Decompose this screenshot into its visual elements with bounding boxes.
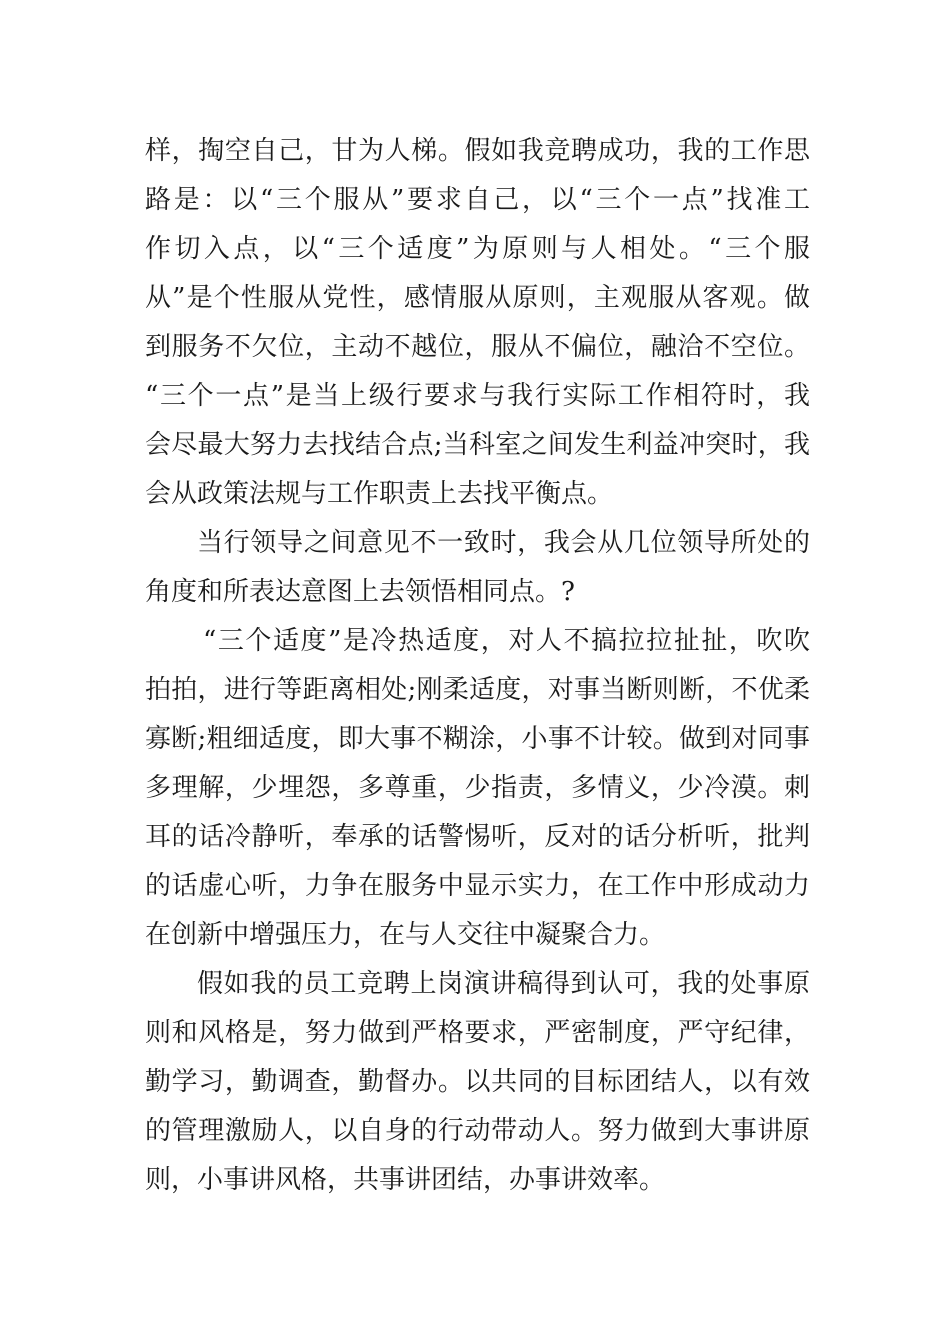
text-line: 角度和所表达意图上去领悟相同点。?: [145, 577, 575, 607]
text-line: 拍拍，进行等距离相处;刚柔适度，对事当断则断，不优柔: [145, 675, 810, 705]
text-line: 在创新中增强压力，在与人交往中凝聚合力。: [145, 920, 666, 950]
text-line: 从”是个性服从党性，感情服从原则，主观服从客观。做: [145, 283, 810, 313]
document-body: [145, 127, 810, 1205]
text-line: 勤学习，勤调查，勤督办。以共同的目标团结人，以有效: [145, 1067, 810, 1097]
text-line: 的管理激励人，以自身的行动带动人。努力做到大事讲原: [145, 1116, 810, 1146]
text-line: 路是：以“三个服从”要求自己，以“三个一点”找准工: [145, 185, 810, 215]
text-line: 作切入点，以“三个适度”为原则与人相处。“三个服: [145, 234, 810, 264]
text-line: “三个适度”是冷热适度，对人不搞拉拉扯扯，吹吹: [203, 626, 810, 656]
text-line: 则，小事讲风格，共事讲团结，办事讲效率。: [145, 1165, 666, 1195]
text-line: “三个一点”是当上级行要求与我行实际工作相符时，我: [145, 381, 810, 411]
text-line: 耳的话冷静听，奉承的话警惕听，反对的话分析听，批判: [145, 822, 810, 852]
text-line: 会尽最大努力去找结合点;当科室之间发生利益冲突时，我: [145, 430, 810, 460]
text-line: 寡断;粗细适度，即大事不糊涂，小事不计较。做到对同事: [145, 724, 810, 754]
text-line: 多理解，少埋怨，多尊重，少指责，多情义，少冷漠。刺: [145, 773, 810, 803]
text-line: 的话虚心听，力争在服务中显示实力，在工作中形成动力: [145, 871, 810, 901]
text-line: 假如我的员工竞聘上岗演讲稿得到认可，我的处事原: [197, 969, 810, 999]
text-line: 会从政策法规与工作职责上去找平衡点。: [145, 479, 614, 509]
text-line: 则和风格是，努力做到严格要求，严密制度，严守纪律，: [145, 1018, 810, 1048]
text-line: 到服务不欠位，主动不越位，服从不偏位，融洽不空位。: [145, 332, 810, 362]
text-line: 样，掏空自己，甘为人梯。假如我竞聘成功，我的工作思: [145, 136, 810, 166]
text-line: 当行领导之间意见不一致时，我会从几位领导所处的: [197, 528, 810, 558]
